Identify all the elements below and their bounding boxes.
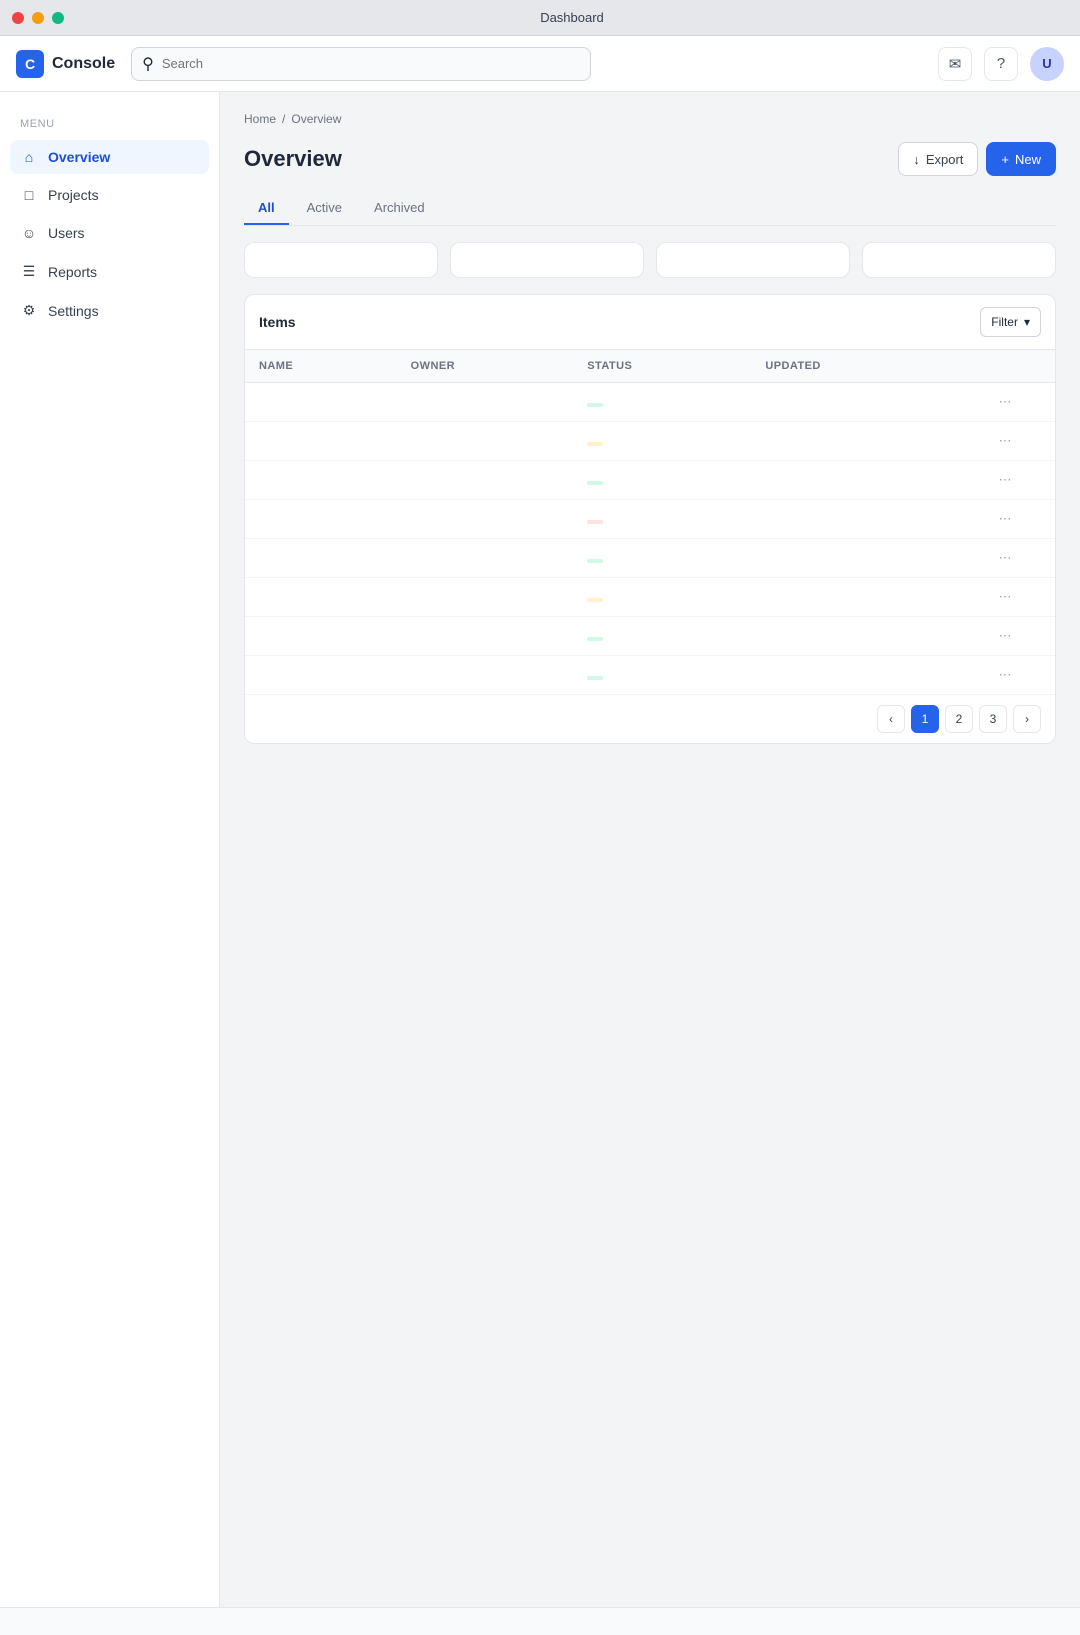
cell-owner bbox=[397, 461, 574, 500]
status-badge bbox=[587, 442, 603, 446]
status-badge bbox=[587, 598, 603, 602]
cell-updated bbox=[751, 539, 955, 578]
minimize-window-button[interactable] bbox=[32, 12, 44, 24]
search-icon: ⚲ bbox=[142, 55, 154, 73]
column-header[interactable]: UPDATED bbox=[751, 350, 955, 383]
breadcrumb bbox=[244, 112, 1056, 126]
cell-status bbox=[573, 500, 751, 539]
sidebar-item-label: Users bbox=[48, 225, 85, 241]
avatar[interactable]: U bbox=[1030, 47, 1064, 81]
page-header bbox=[244, 142, 1056, 176]
export-button-label: Export bbox=[925, 151, 964, 167]
table-header-bar bbox=[245, 295, 1055, 350]
table-row[interactable] bbox=[245, 422, 1055, 461]
status-badge bbox=[587, 481, 603, 485]
column-header[interactable]: NAME bbox=[245, 350, 397, 383]
window-title: Dashboard bbox=[540, 10, 604, 25]
items-table-card bbox=[244, 294, 1056, 744]
window-controls bbox=[12, 12, 64, 24]
breadcrumb-item: Overview bbox=[291, 112, 342, 126]
search-input[interactable] bbox=[162, 56, 580, 71]
next-page-button[interactable]: › bbox=[1013, 705, 1041, 733]
status-badge bbox=[587, 559, 603, 563]
breadcrumb-separator: / bbox=[282, 112, 286, 126]
search-box[interactable] bbox=[131, 47, 591, 81]
sidebar-item-overview[interactable] bbox=[10, 140, 209, 174]
cell-owner bbox=[397, 656, 574, 695]
help-icon[interactable]: ? bbox=[984, 47, 1018, 81]
row-more-icon[interactable]: ⋯ bbox=[955, 422, 1055, 461]
cell-name bbox=[245, 617, 397, 656]
cell-status bbox=[573, 578, 751, 617]
header-actions bbox=[898, 142, 1056, 176]
row-more-icon[interactable]: ⋯ bbox=[955, 500, 1055, 539]
cell-owner bbox=[397, 617, 574, 656]
cell-updated bbox=[751, 500, 955, 539]
stat-card bbox=[656, 242, 850, 278]
cell-status bbox=[573, 461, 751, 500]
cell-status bbox=[573, 383, 751, 422]
sidebar bbox=[0, 92, 220, 1607]
table-head-row bbox=[245, 350, 1055, 383]
cell-owner bbox=[397, 539, 574, 578]
cell-name bbox=[245, 578, 397, 617]
cell-name bbox=[245, 383, 397, 422]
cell-owner bbox=[397, 578, 574, 617]
table-title: Items bbox=[259, 314, 296, 330]
row-more-icon[interactable]: ⋯ bbox=[955, 539, 1055, 578]
filter-dropdown[interactable] bbox=[980, 307, 1041, 337]
table-row[interactable] bbox=[245, 383, 1055, 422]
status-badge bbox=[587, 403, 603, 407]
stat-cards bbox=[244, 242, 1056, 278]
previous-page-button[interactable]: ‹ bbox=[877, 705, 905, 733]
sidebar-item-label: Reports bbox=[48, 263, 98, 280]
sidebar-item-reports[interactable] bbox=[10, 254, 209, 289]
filter-label: Filter bbox=[991, 315, 1018, 329]
cell-updated bbox=[751, 383, 955, 422]
row-more-icon[interactable]: ⋯ bbox=[955, 656, 1055, 695]
chart-icon: ☰ bbox=[22, 263, 36, 279]
tab-bar bbox=[244, 192, 1056, 226]
export-button[interactable] bbox=[898, 142, 978, 176]
column-header[interactable]: OWNER bbox=[397, 350, 574, 383]
table-row[interactable] bbox=[245, 617, 1055, 656]
cell-name bbox=[245, 422, 397, 461]
status-badge bbox=[587, 520, 603, 524]
table-row[interactable] bbox=[245, 539, 1055, 578]
cell-owner bbox=[397, 422, 574, 461]
page-button[interactable]: 1 bbox=[911, 705, 939, 733]
sidebar-item-projects[interactable] bbox=[10, 178, 209, 212]
plus-icon: + bbox=[1001, 151, 1009, 167]
tab-active[interactable]: Active bbox=[306, 200, 343, 215]
row-more-icon[interactable]: ⋯ bbox=[955, 383, 1055, 422]
page-button[interactable]: 2 bbox=[945, 705, 973, 733]
page-title: Overview bbox=[244, 146, 342, 171]
sidebar-item-label: Settings bbox=[48, 302, 99, 319]
pagination bbox=[245, 695, 1055, 743]
cell-owner bbox=[397, 383, 574, 422]
stat-card bbox=[244, 242, 438, 278]
row-more-icon[interactable]: ⋯ bbox=[955, 578, 1055, 617]
cell-name bbox=[245, 656, 397, 695]
table-row[interactable] bbox=[245, 500, 1055, 539]
column-header[interactable]: STATUS bbox=[573, 350, 751, 383]
page-button[interactable]: 3 bbox=[979, 705, 1007, 733]
cell-updated bbox=[751, 656, 955, 695]
close-window-button[interactable] bbox=[12, 12, 24, 24]
stat-card bbox=[862, 242, 1056, 278]
cell-updated bbox=[751, 422, 955, 461]
table-row[interactable] bbox=[245, 461, 1055, 500]
nav-actions bbox=[938, 47, 1064, 81]
row-more-icon[interactable]: ⋯ bbox=[955, 461, 1055, 500]
sidebar-item-settings[interactable] bbox=[10, 293, 209, 328]
cell-updated bbox=[751, 461, 955, 500]
brand-name: Console bbox=[52, 54, 116, 72]
main-content bbox=[220, 92, 1080, 1607]
users-icon: ☺ bbox=[21, 225, 37, 241]
status-badge bbox=[587, 637, 603, 641]
home-icon: ⌂ bbox=[24, 149, 34, 165]
cell-name bbox=[245, 461, 397, 500]
sidebar-item-users[interactable] bbox=[10, 216, 209, 250]
bell-icon[interactable]: ✉ bbox=[938, 47, 972, 81]
folder-icon: □ bbox=[24, 187, 34, 203]
row-more-icon[interactable]: ⋯ bbox=[955, 617, 1055, 656]
maximize-window-button[interactable] bbox=[52, 12, 64, 24]
new-button-label: New bbox=[1014, 151, 1041, 167]
status-badge bbox=[587, 676, 603, 680]
cell-updated bbox=[751, 617, 955, 656]
gear-icon: ⚙ bbox=[22, 302, 36, 318]
table-row[interactable] bbox=[245, 656, 1055, 695]
cell-name bbox=[245, 500, 397, 539]
breadcrumb-item[interactable]: Home bbox=[244, 112, 277, 126]
items-table bbox=[245, 350, 1055, 695]
app-body bbox=[0, 92, 1080, 1607]
tab-all[interactable]: All bbox=[244, 192, 289, 225]
status-bar bbox=[0, 1607, 1080, 1635]
sidebar-item-label: Overview bbox=[48, 149, 111, 165]
cell-status bbox=[573, 422, 751, 461]
table-row[interactable] bbox=[245, 578, 1055, 617]
cell-updated bbox=[751, 578, 955, 617]
download-icon: ↓ bbox=[913, 151, 920, 167]
brand-logo: C bbox=[16, 50, 44, 78]
stat-card bbox=[450, 242, 644, 278]
sidebar-item-label: Projects bbox=[48, 187, 99, 203]
cell-status bbox=[573, 617, 751, 656]
tab-archived[interactable]: Archived bbox=[374, 200, 425, 215]
column-header-actions bbox=[955, 350, 1055, 383]
table-body bbox=[245, 383, 1055, 695]
brand[interactable] bbox=[16, 50, 115, 78]
new-item-button[interactable] bbox=[986, 142, 1056, 176]
cell-status bbox=[573, 539, 751, 578]
window-title-bar bbox=[0, 0, 1080, 36]
cell-name bbox=[245, 539, 397, 578]
sidebar-heading: MENU bbox=[20, 118, 55, 130]
cell-status bbox=[573, 656, 751, 695]
top-navigation bbox=[0, 36, 1080, 92]
cell-owner bbox=[397, 500, 574, 539]
chevron-down-icon: ▾ bbox=[1023, 315, 1030, 329]
